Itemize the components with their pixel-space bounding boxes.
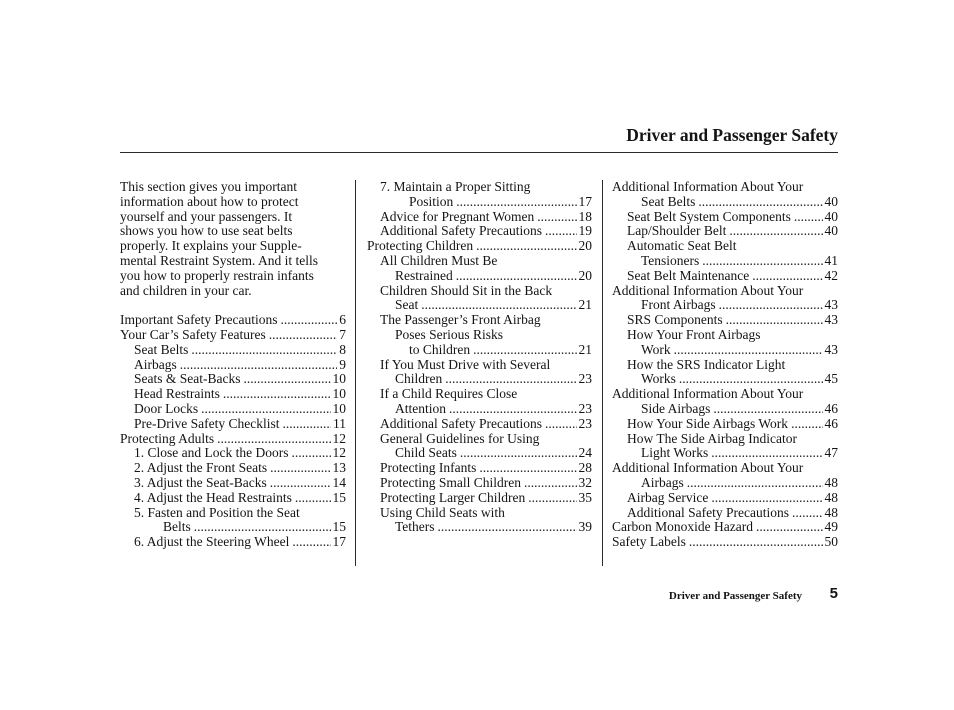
- page-number: 48: [824, 474, 838, 490]
- intro-line: This section gives you important: [120, 179, 297, 194]
- toc-entry-line: [120, 313, 346, 328]
- page-number: 8: [339, 341, 346, 357]
- dot-leader: [679, 372, 823, 387]
- toc-entry-line: [612, 254, 838, 269]
- toc-entry: [612, 328, 838, 358]
- toc-entry-line: [367, 313, 592, 328]
- toc-entry: [612, 239, 838, 269]
- toc-entry-line: [367, 210, 592, 225]
- dot-leader: [473, 343, 576, 358]
- entry-title: 4. Adjust the Head Restraints: [134, 489, 292, 505]
- page-number: 46: [824, 400, 838, 416]
- toc-entry-line: [367, 476, 592, 491]
- toc-entry-line: [612, 358, 838, 373]
- dot-leader: [282, 417, 331, 432]
- page-number: 39: [578, 519, 592, 535]
- toc-entry-line: [367, 446, 592, 461]
- entry-title: Children Should Sit in the Back: [380, 282, 553, 298]
- dot-leader: [438, 520, 577, 535]
- toc-entry-line: [120, 506, 346, 521]
- dot-leader: [792, 506, 823, 521]
- entry-title-continued: Belts: [163, 519, 191, 535]
- dot-leader: [687, 476, 823, 491]
- entry-title: Lap/Shoulder Belt: [627, 223, 727, 239]
- dot-leader: [545, 224, 577, 239]
- toc-entry: [612, 491, 838, 506]
- toc-entry-line: [367, 432, 592, 447]
- dot-leader: [201, 402, 330, 417]
- entry-title: General Guidelines for Using: [380, 430, 540, 446]
- entry-title: Advice for Pregnant Women: [380, 208, 535, 224]
- toc-entry-line: [367, 491, 592, 506]
- toc-entry: [120, 343, 346, 358]
- page-number: 43: [824, 312, 838, 328]
- toc-entry: [367, 358, 592, 388]
- toc-entry: [367, 254, 592, 284]
- toc-entry-line: [612, 210, 838, 225]
- entry-title: 5. Fasten and Position the Seat: [134, 504, 300, 520]
- dot-leader: [689, 535, 823, 550]
- entry-title: How Your Front Airbags: [627, 326, 761, 342]
- page-number: 32: [578, 474, 592, 490]
- entry-title: Airbag Service: [627, 489, 709, 505]
- footer-section-title: Driver and Passenger Safety: [668, 590, 802, 602]
- toc-entry-line: [120, 491, 346, 506]
- dot-leader: [476, 239, 576, 254]
- dot-leader: [291, 446, 330, 461]
- page-number: 20: [578, 238, 592, 254]
- toc-entry: [367, 284, 592, 314]
- toc-entry-line: [120, 387, 346, 402]
- intro-line: yourself and your passengers. It: [120, 208, 293, 224]
- dot-leader: [794, 210, 823, 225]
- toc-entry: [612, 313, 838, 328]
- dot-leader: [456, 269, 577, 284]
- toc-entry-line: [120, 461, 346, 476]
- toc-entry-line: [120, 372, 346, 387]
- page-number: 48: [824, 489, 838, 505]
- toc-entry: [612, 461, 838, 491]
- toc-entry-line: [612, 491, 838, 506]
- dot-leader: [421, 298, 576, 313]
- page-number: 40: [824, 208, 838, 224]
- entry-title-continued: Works: [641, 371, 676, 387]
- entry-title: The Passenger’s Front Airbag: [380, 312, 541, 328]
- page-number: 47: [824, 445, 838, 461]
- page-number: 35: [578, 489, 592, 505]
- toc-entry-line: [120, 402, 346, 417]
- entry-title: Seat Belt System Components: [627, 208, 791, 224]
- entry-title-continued: Front Airbags: [641, 297, 716, 313]
- dot-leader: [756, 520, 823, 535]
- dot-leader: [711, 491, 822, 506]
- toc-entry: [367, 239, 592, 254]
- page-number: 13: [332, 460, 346, 476]
- toc-entry-line: [120, 358, 346, 373]
- page-number: 41: [824, 252, 838, 268]
- page-number: 43: [824, 297, 838, 313]
- entry-title: 1. Close and Lock the Doors: [134, 445, 289, 461]
- toc-entry: [120, 476, 346, 491]
- toc-entry: [612, 432, 838, 462]
- entry-title: Additional Safety Precautions: [627, 504, 789, 520]
- dot-leader: [479, 461, 576, 476]
- page-number: 28: [578, 460, 592, 476]
- entry-title-continued: to Children: [409, 341, 471, 357]
- entry-title: How the SRS Indicator Light: [627, 356, 786, 372]
- toc-entry: [612, 284, 838, 314]
- entry-title: 3. Adjust the Seat-Backs: [134, 474, 267, 490]
- entry-title: SRS Components: [627, 312, 723, 328]
- dot-leader: [194, 520, 331, 535]
- entry-title: Seat Belts: [134, 341, 189, 357]
- toc-entry: [612, 180, 838, 210]
- dot-leader: [713, 402, 822, 417]
- toc-entry: [612, 269, 838, 284]
- page-number: 23: [578, 371, 592, 387]
- entry-title: 2. Adjust the Front Seats: [134, 460, 268, 476]
- toc-entry-line: [612, 432, 838, 447]
- entry-title-continued: Side Airbags: [641, 400, 711, 416]
- toc-entry-line: [612, 284, 838, 299]
- toc-entry-line: [612, 446, 838, 461]
- dot-leader: [270, 476, 331, 491]
- toc-entry-line: [612, 328, 838, 343]
- dot-leader: [280, 313, 337, 328]
- toc-entry-line: [367, 372, 592, 387]
- dot-leader: [674, 343, 823, 358]
- intro-paragraph: [120, 180, 346, 298]
- toc-entry-line: [367, 269, 592, 284]
- page-number: 24: [578, 445, 592, 461]
- entry-title: Safety Labels: [612, 534, 686, 550]
- entry-title-continued: Attention: [395, 400, 446, 416]
- paragraph-gap: [120, 298, 346, 313]
- toc-entry: [120, 372, 346, 387]
- toc-entry-line: [367, 328, 592, 343]
- toc-entry-line: [120, 343, 346, 358]
- column-divider-right: [602, 180, 603, 566]
- toc-entry-line: [612, 313, 838, 328]
- toc-entry: [367, 417, 592, 432]
- dot-leader: [445, 372, 576, 387]
- toc-entry: [612, 506, 838, 521]
- toc-entry-line: [612, 535, 838, 550]
- entry-title: Additional Information About Your: [612, 179, 804, 194]
- entry-title-continued: Child Seats: [395, 445, 457, 461]
- toc-entry: [120, 358, 346, 373]
- entry-title: How The Side Airbag Indicator: [627, 430, 797, 446]
- dot-leader: [545, 417, 577, 432]
- page-number: 49: [824, 519, 838, 535]
- toc-entry-line: [367, 417, 592, 432]
- entry-title-continued: Position: [409, 193, 454, 209]
- toc-entry-line: [612, 195, 838, 210]
- dot-leader: [729, 224, 822, 239]
- entry-title-continued: Airbags: [641, 474, 684, 490]
- entry-title-continued: Seat Belts: [641, 193, 696, 209]
- dot-leader: [270, 461, 330, 476]
- entry-title: Protecting Small Children: [380, 474, 521, 490]
- dot-leader: [180, 358, 338, 373]
- toc-entry-line: [612, 402, 838, 417]
- page-number: 15: [332, 489, 346, 505]
- entry-title: Airbags: [134, 356, 177, 372]
- toc-entry-line: [367, 180, 592, 195]
- page-number: 40: [824, 223, 838, 239]
- toc-entry: [120, 446, 346, 461]
- entry-title-continued: Work: [641, 341, 671, 357]
- entry-title: 6. Adjust the Steering Wheel: [134, 534, 290, 550]
- column-1: [120, 180, 346, 550]
- page-number: 18: [578, 208, 592, 224]
- toc-entry-line: [612, 387, 838, 402]
- page-number: 7: [339, 326, 346, 342]
- dot-leader: [269, 328, 338, 343]
- toc-entry-line: [367, 387, 592, 402]
- intro-line: shows you how to use seat belts: [120, 223, 293, 239]
- footer-page-number: 5: [829, 585, 838, 602]
- intro-line: you how to properly restrain infants: [120, 267, 314, 283]
- entry-title-continued: Tethers: [395, 519, 435, 535]
- toc-entry: [120, 491, 346, 506]
- entry-title-continued: Restrained: [395, 267, 453, 283]
- toc-entry: [612, 520, 838, 535]
- page-number: 43: [824, 341, 838, 357]
- toc-entry: [120, 432, 346, 447]
- dot-leader: [719, 298, 823, 313]
- toc-entry-line: [612, 372, 838, 387]
- toc-entry-line: [367, 224, 592, 239]
- page-number: 10: [332, 400, 346, 416]
- page-number: 12: [332, 430, 346, 446]
- toc-entry-line: [367, 195, 592, 210]
- entry-title: Additional Information About Your: [612, 460, 804, 476]
- dot-leader: [791, 417, 822, 432]
- entry-title: Important Safety Precautions: [120, 312, 278, 328]
- toc-entry: [120, 506, 346, 536]
- toc-entry: [120, 417, 346, 432]
- toc-entry: [367, 491, 592, 506]
- entry-title: Additional Information About Your: [612, 282, 804, 298]
- toc-entry-line: [612, 506, 838, 521]
- page-number: 48: [824, 504, 838, 520]
- toc-entry: [367, 432, 592, 462]
- toc-entry: [612, 417, 838, 432]
- toc-entry: [367, 461, 592, 476]
- dot-leader: [223, 387, 331, 402]
- toc-entry: [120, 461, 346, 476]
- toc-entry-line: [120, 432, 346, 447]
- toc-entry: [120, 387, 346, 402]
- toc-entry-line: [612, 269, 838, 284]
- entry-title-continued: Tensioners: [641, 252, 700, 268]
- page-number: 10: [332, 371, 346, 387]
- entry-title: Protecting Children: [367, 238, 474, 254]
- page-number: 23: [578, 400, 592, 416]
- page-number: 10: [332, 386, 346, 402]
- page-number: 11: [333, 415, 346, 431]
- dot-leader: [752, 269, 822, 284]
- toc-entry-line: [612, 180, 838, 195]
- toc-entry: [367, 506, 592, 536]
- toc-entry: [612, 387, 838, 417]
- toc-entry: [120, 313, 346, 328]
- toc-entry-line: [367, 402, 592, 417]
- entry-title: If a Child Requires Close: [380, 386, 518, 402]
- toc-entry-line: [612, 520, 838, 535]
- toc-entry-line: [612, 224, 838, 239]
- dot-leader: [292, 535, 330, 550]
- toc-entry: [120, 328, 346, 343]
- entry-title: Additional Information About Your: [612, 386, 804, 402]
- page-number: 23: [578, 415, 592, 431]
- page-number: 9: [339, 356, 346, 372]
- entry-title: All Children Must Be: [380, 252, 498, 268]
- page-number: 50: [824, 534, 838, 550]
- entry-title: Protecting Larger Children: [380, 489, 526, 505]
- toc-list: [120, 313, 346, 550]
- page-number: 12: [332, 445, 346, 461]
- toc-entry-line: [367, 506, 592, 521]
- dot-leader: [217, 432, 330, 447]
- toc-entry: [612, 224, 838, 239]
- entry-title: Additional Safety Precautions: [380, 415, 542, 431]
- column-divider-left: [355, 180, 356, 566]
- dot-leader: [698, 195, 822, 210]
- toc-entry: [367, 476, 592, 491]
- toc-entry-line: [367, 298, 592, 313]
- toc-entry: [120, 402, 346, 417]
- toc-entry-line: [120, 535, 346, 550]
- toc-entry: [367, 210, 592, 225]
- toc-entry: [120, 535, 346, 550]
- entry-title-continued: Children: [395, 371, 443, 387]
- page-number: 42: [824, 267, 838, 283]
- entry-title: Additional Safety Precautions: [380, 223, 542, 239]
- entry-title: Automatic Seat Belt: [627, 238, 737, 254]
- toc-entry: [612, 210, 838, 225]
- dot-leader: [460, 446, 577, 461]
- page-number: 17: [578, 193, 592, 209]
- entry-title: How Your Side Airbags Work: [627, 415, 789, 431]
- entry-title: Seats & Seat-Backs: [134, 371, 241, 387]
- toc-entry-line: [120, 446, 346, 461]
- entry-title: Door Locks: [134, 400, 199, 416]
- page-number: 17: [332, 534, 346, 550]
- entry-title: If You Must Drive with Several: [380, 356, 551, 372]
- toc-entry-line: [612, 343, 838, 358]
- entry-title-continued: Poses Serious Risks: [395, 326, 504, 342]
- dot-leader: [537, 210, 576, 225]
- entry-title: Head Restraints: [134, 386, 220, 402]
- page-title: Driver and Passenger Safety: [626, 125, 838, 145]
- column-2: [367, 180, 592, 535]
- dot-leader: [456, 195, 576, 210]
- page-number: 6: [339, 312, 346, 328]
- dot-leader: [528, 491, 576, 506]
- toc-entry: [367, 313, 592, 357]
- toc-entry-line: [612, 417, 838, 432]
- toc-entry-line: [120, 476, 346, 491]
- entry-title: Your Car’s Safety Features: [120, 326, 266, 342]
- entry-title: Seat Belt Maintenance: [627, 267, 750, 283]
- page-number: 46: [824, 415, 838, 431]
- dot-leader: [191, 343, 337, 358]
- entry-title: 7. Maintain a Proper Sitting: [380, 179, 531, 194]
- page-number: 19: [578, 223, 592, 239]
- toc-entry-line: [120, 520, 346, 535]
- intro-line: mental Restraint System. And it tells: [120, 252, 318, 268]
- toc-entry: [612, 535, 838, 550]
- dot-leader: [243, 372, 330, 387]
- toc-entry-line: [367, 358, 592, 373]
- toc-entry-line: [120, 328, 346, 343]
- page-number: 45: [824, 371, 838, 387]
- toc-entry-line: [612, 298, 838, 313]
- toc-entry-line: [367, 239, 592, 254]
- toc-entry: [367, 180, 592, 210]
- toc-entry-line: [367, 520, 592, 535]
- entry-title: Using Child Seats with: [380, 504, 505, 520]
- intro-line: information about how to protect: [120, 193, 299, 209]
- page-number: 40: [824, 193, 838, 209]
- header-rule: [120, 152, 838, 153]
- page-number: 20: [578, 267, 592, 283]
- entry-title-continued: Seat: [395, 297, 419, 313]
- entry-title: Pre-Drive Safety Checklist: [134, 415, 280, 431]
- column-3: [612, 180, 838, 550]
- entry-title: Protecting Adults: [120, 430, 215, 446]
- entry-title: Protecting Infants: [380, 460, 477, 476]
- entry-title-continued: Light Works: [641, 445, 709, 461]
- dot-leader: [726, 313, 823, 328]
- page-number: 14: [332, 474, 346, 490]
- toc-entry-line: [612, 239, 838, 254]
- intro-line: properly. It explains your Supple-: [120, 238, 302, 254]
- toc-entry: [612, 358, 838, 388]
- entry-title: Carbon Monoxide Hazard: [612, 519, 753, 535]
- toc-entry: [367, 387, 592, 417]
- page-number: 21: [578, 341, 592, 357]
- toc-entry-line: [367, 254, 592, 269]
- toc-entry-line: [367, 284, 592, 299]
- page-number: 21: [578, 297, 592, 313]
- dot-leader: [295, 491, 331, 506]
- intro-line: and children in your car.: [120, 282, 252, 298]
- toc-entry-line: [612, 476, 838, 491]
- dot-leader: [449, 402, 577, 417]
- toc-entry-line: [612, 461, 838, 476]
- toc-entry-line: [120, 417, 346, 432]
- page-number: 15: [332, 519, 346, 535]
- dot-leader: [702, 254, 822, 269]
- dot-leader: [524, 476, 577, 491]
- toc-entry-line: [367, 461, 592, 476]
- toc-entry: [367, 224, 592, 239]
- dot-leader: [711, 446, 822, 461]
- toc-entry-line: [367, 343, 592, 358]
